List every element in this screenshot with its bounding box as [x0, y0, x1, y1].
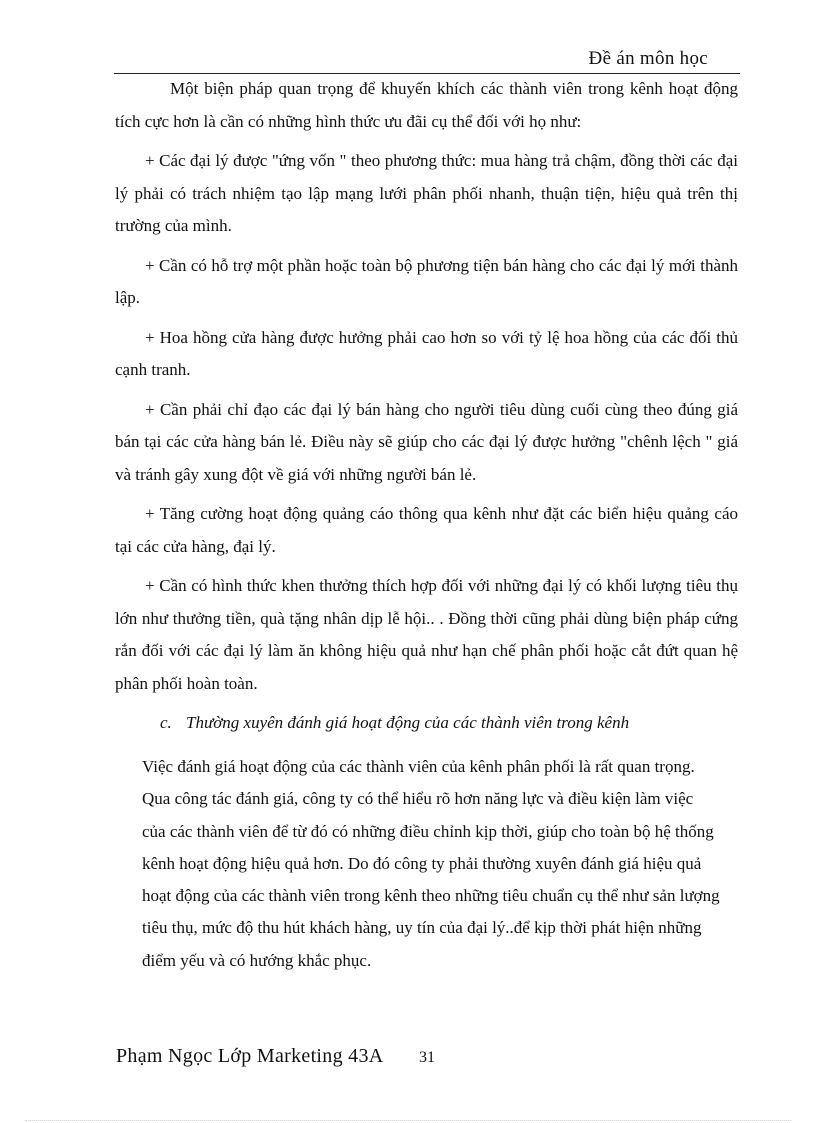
incentive-item-6: + Cần có hình thức khen thưởng thích hợp đối với những đại lý có khối lượng tiêu thụ lớn như thưởng tiền, quà tặng nhân dịp lễ hội.. . Đồng thời cũng phải dùng biện pháp cứng rắn đối với các đại lý làm ăn không hiệu quả như hạn chế phân phối hoặc cắt đứt quan hệ phân phối hoàn toàn. — [115, 576, 738, 693]
footer-author-class: Phạm Ngọc Lớp Marketing 43A — [116, 1045, 384, 1067]
intro-paragraph: Một biện pháp quan trọng để khuyến khích các thành viên trong kênh hoạt động tích cực hơn là cần có những hình thức ưu đãi cụ thể đối với họ như: — [115, 79, 738, 131]
evaluation-paragraph: Việc đánh giá hoạt động của các thành viên của kênh phân phối là rất quan trọng. Qua công tác đánh giá, công ty có thể hiểu rõ hơn năng lực và điều kiện làm việc của các thành viên để từ đó có những điều chỉnh kịp thời, giúp cho toàn bộ hệ thống kênh hoạt động hiệu quả hơn. Do đó công ty phải thường xuyên đánh giá hiệu quả hoạt động của các thành viên trong kênh theo những tiêu chuẩn cụ thể như sản lượng tiêu thụ, mức độ thu hút khách hàng, uy tín của đại lý..để kịp thời phát hiện những điểm yếu và có hướng khắc phục. — [142, 757, 720, 970]
section-subheading — [160, 707, 738, 739]
incentive-item-2: + Cần có hỗ trợ một phần hoặc toàn bộ phương tiện bán hàng cho các đại lý mới thành lập. — [115, 255, 738, 307]
document-body — [115, 73, 738, 977]
page-number: 31 — [419, 1049, 435, 1066]
incentive-item-5: + Tăng cường hoạt động quảng cáo thông qua kênh như đặt các biển hiệu quảng cáo tại các cửa hàng, đại lý. — [115, 504, 738, 556]
subheading-text: Thường xuyên đánh giá hoạt động của các thành viên trong kênh — [186, 713, 630, 732]
incentive-item-4: + Cần phải chỉ đạo các đại lý bán hàng cho người tiêu dùng cuối cùng theo đúng giá bán tại các cửa hàng bán lẻ. Điều này sẽ giúp cho các đại lý được hưởng "chênh lệch " giá và tránh gây xung đột về giá với những người bán lẻ. — [115, 399, 738, 484]
subheading-letter: c. — [160, 713, 172, 732]
incentive-item-1: + Các đại lý được "ứng vốn " theo phương thức: mua hàng trả chậm, đồng thời các đại lý phải có trách nhiệm tạo lập mạng lưới phân phối nhanh, thuận tiện, hiệu quả trên thị trường của mình. — [115, 151, 738, 235]
incentive-item-3: + Hoa hồng cửa hàng được hưởng phải cao hơn so với tỷ lệ hoa hồng của các đối thủ cạnh tranh. — [115, 327, 738, 379]
page-bottom-border — [25, 1120, 791, 1121]
page-header-title: Đề án môn học — [588, 48, 708, 69]
